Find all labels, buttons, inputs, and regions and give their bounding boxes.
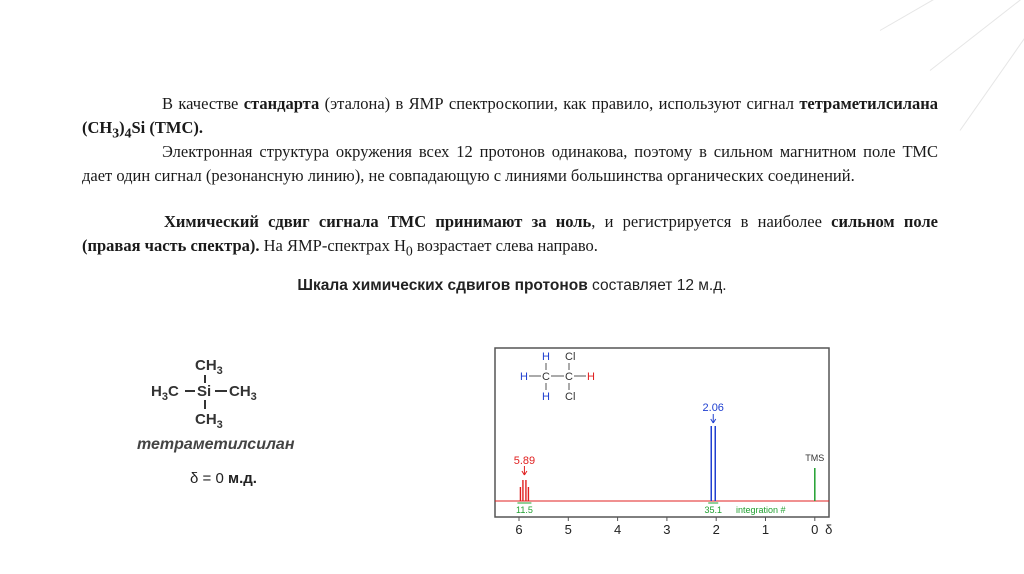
mol-cl-top: Cl <box>565 351 576 363</box>
bold-text: Химический сдвиг сигнала ТМС принимают за ноль <box>164 212 592 231</box>
tms-delta <box>190 470 257 487</box>
formula-ch3-bottom: $CH_3$ <box>195 411 223 430</box>
text: Электронная структура окружения всех 12 протонов одинакова, поэтому в сильном магнитном поле ТМС дает один сигнал (резонансную линию), не совпадающую с линиями большинства органических соединений. <box>82 142 938 185</box>
text: (эталона) в ЯМР спектроскопии, как правило, используют сигнал <box>319 94 800 113</box>
bold-text: тетраметилсилана $(CH_3)_4Si$ (TMC). <box>82 94 938 141</box>
bold-text: сильном поле (правая часть спектра). <box>82 212 938 255</box>
integration-label: integration # <box>736 505 786 515</box>
axis-tick-label: 2 <box>712 522 720 537</box>
mol-c2: C <box>565 371 573 383</box>
mol-h-left: H <box>520 371 528 383</box>
text: В качестве <box>162 94 244 113</box>
text: На ЯМР-спектрах H <box>259 236 406 255</box>
paragraph-standard <box>82 92 938 145</box>
mol-c1: C <box>542 371 550 383</box>
axis-tick-label: 5 <box>564 522 572 537</box>
mol-h-right: H <box>587 371 595 383</box>
heading-bold: Шкала химических сдвигов протонов <box>297 277 588 294</box>
formula-si: Si <box>197 383 212 400</box>
tms-structural-formula <box>145 355 285 430</box>
decorative-line <box>960 32 1024 131</box>
axis-tick-label: 6 <box>515 522 523 537</box>
bold-text: стандарта <box>243 94 320 113</box>
axis-tick-label: 0 <box>811 522 819 537</box>
paragraph-electronic-structure <box>82 140 938 188</box>
axis-tick-label: δ <box>825 522 833 537</box>
decorative-line <box>930 0 1024 71</box>
peak-label-5-89: 5.89 <box>513 455 536 467</box>
tms-name: тетраметилсилан <box>137 436 295 453</box>
formula-ch3-top: $CH_3$ <box>195 357 223 377</box>
text: возрастает слева направо. <box>412 236 598 255</box>
decorative-line <box>880 0 1024 31</box>
nmr-spectrum <box>486 344 842 540</box>
scale-heading <box>0 277 1024 295</box>
axis-tick-label: 1 <box>761 522 770 537</box>
peak-label-2-06: 2.06 <box>702 402 724 414</box>
mol-h-top: H <box>542 351 550 363</box>
heading-rest: составляет 12 м.д. <box>587 277 727 294</box>
paragraph-chemical-shift <box>82 210 938 263</box>
formula-h3c-left: $H_3C$ <box>151 383 179 403</box>
mol-cl-bottom: Cl <box>565 391 576 403</box>
integration-value-35-1: 35.1 <box>704 505 723 515</box>
integration-value-11-5: 11.5 <box>515 505 533 515</box>
text: , и регистрируется в наиболее <box>591 212 832 231</box>
formula-ch3-right: $CH_3$ <box>229 383 257 403</box>
peak-label-tms: TMS <box>805 453 825 463</box>
delta-value: δ = 0 <box>190 470 224 487</box>
mol-h-bottom: H <box>542 391 550 403</box>
axis-tick-label: 4 <box>613 522 622 537</box>
delta-unit: м.д. <box>227 470 257 487</box>
axis-tick-label: 3 <box>663 522 671 537</box>
subscript: 0 <box>405 243 413 259</box>
